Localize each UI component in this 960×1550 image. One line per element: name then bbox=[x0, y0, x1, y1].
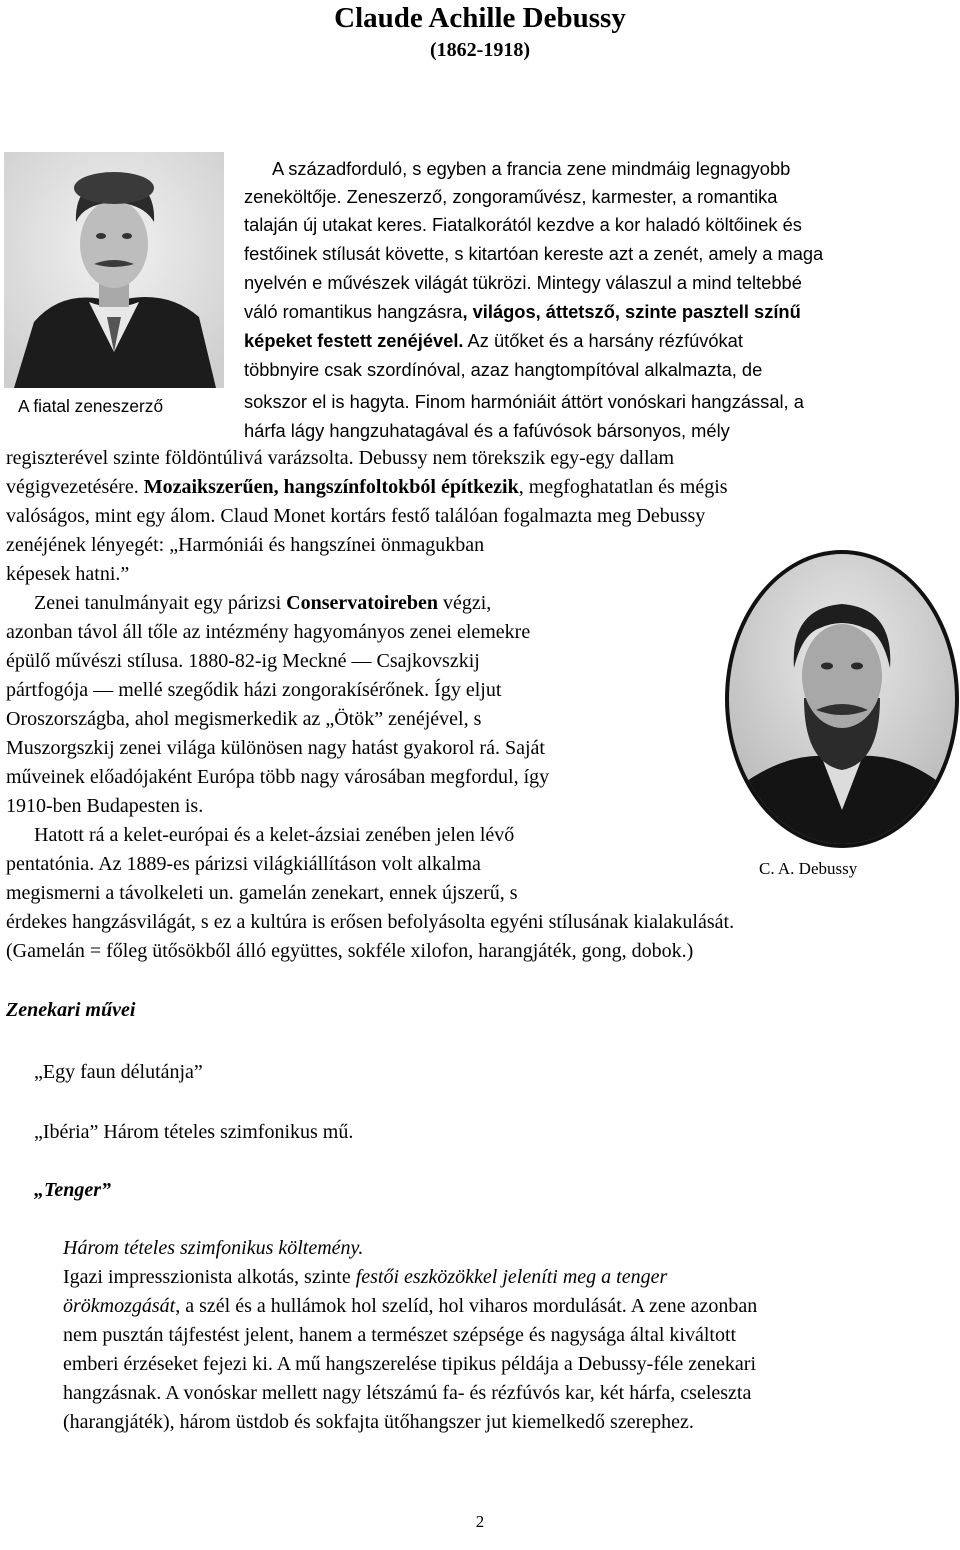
text-line: sokszor el is hagyta. Finom harmóniáit áttört vonóskari hangzással, a bbox=[244, 391, 804, 412]
text-line bbox=[244, 297, 801, 326]
page-number: 2 bbox=[475, 1512, 485, 1531]
work-title: „Tenger” bbox=[34, 1179, 112, 1201]
text-line bbox=[34, 589, 491, 618]
text-span: , megfoghatatlan és mégis bbox=[518, 476, 728, 498]
text-line: többnyire csak szordínóval, azaz hangtompítóval alkalmazta, de bbox=[244, 359, 763, 380]
text-line bbox=[244, 326, 743, 355]
text-line: festőinek stílusát követte, s kitartóan kereste azt a zenét, amely a maga bbox=[244, 243, 824, 264]
text-line: Muszorgszkij zenei világa különösen nagy hatást gyakorol rá. Saját bbox=[6, 737, 545, 759]
bold-text: , világos, áttetsző, szinte pasztell színű bbox=[462, 301, 801, 322]
text-line: zeneköltője. Zeneszerző, zongoraművész, karmester, a romantika bbox=[244, 186, 778, 207]
text-line: érdekes hangzásvilágát, s ez a kultúra is erősen befolyásolta egyéni stílusának kialakulását. bbox=[6, 911, 735, 933]
heading-text: Zenekari művei bbox=[6, 999, 136, 1021]
text-line bbox=[6, 473, 728, 502]
text-line: nyelvén e művészek világát tükrözi. Mintegy válaszul a mind teltebbé bbox=[244, 272, 802, 293]
text-span: Zenei tanulmányait egy párizsi bbox=[34, 592, 287, 614]
debussy-oval-portrait-photo bbox=[724, 548, 960, 850]
text-line bbox=[63, 1263, 667, 1292]
work-item bbox=[34, 1176, 111, 1205]
text-line: Hatott rá a kelet-európai és a kelet-ázsiai zenében jelen lévő bbox=[34, 824, 515, 846]
text-line: talaján új utakat keres. Fiatalkorától kezdve a kor haladó költőinek és bbox=[244, 214, 802, 235]
bold-text: Mozaikszerűen, hangszínfoltokból építkezik bbox=[143, 476, 519, 498]
portrait-caption: C. A. Debussy bbox=[759, 859, 858, 878]
page-title: Claude Achille Debussy bbox=[334, 2, 626, 34]
section-heading bbox=[6, 996, 135, 1025]
work-item: „Ibéria” Három tételes szimfonikus mű. bbox=[34, 1121, 354, 1143]
page-subtitle-years: (1862-1918) bbox=[430, 39, 530, 61]
text-span: Igazi impresszionista alkotás, szinte bbox=[63, 1266, 356, 1288]
text-span: , a szél és a hullámok hol szelíd, hol viharos mordulását. A zene azonban bbox=[175, 1295, 758, 1317]
text-line: megismerni a távolkeleti un. gamelán zenekart, ennek újszerű, s bbox=[6, 882, 518, 904]
text-line: műveinek előadójaként Európa több nagy városában megfordul, így bbox=[6, 766, 550, 788]
text-span: váló romantikus hangzásra bbox=[244, 301, 463, 322]
text-line: (Gamelán = főleg ütősökből álló együttes, sokféle xilofon, harangjáték, gong, dobok.) bbox=[6, 940, 694, 962]
italic-text: Három tételes szimfonikus költemény. bbox=[63, 1237, 364, 1259]
text-line: épülő művészi stílusa. 1880-82-ig Meckné — Csajkovszkij bbox=[6, 650, 480, 672]
young-portrait-caption: A fiatal zeneszerző bbox=[18, 396, 164, 416]
text-line bbox=[63, 1292, 757, 1321]
text-line bbox=[63, 1234, 363, 1263]
text-line: 1910-ben Budapesten is. bbox=[6, 795, 204, 817]
text-line: zenéjének lényegét: „Harmóniái és hangszínei önmagukban bbox=[6, 534, 485, 556]
bold-text: Conservatoireben bbox=[286, 592, 438, 614]
text-line: Oroszországba, ahol megismerkedik az „Ötök” zenéjével, s bbox=[6, 708, 482, 730]
text-line: pártfogója — mellé szegődik házi zongorakísérőnek. Így eljut bbox=[6, 679, 502, 701]
text-line: emberi érzéseket fejezi ki. A mű hangszerelése tipikus példája a Debussy-féle zenekari bbox=[63, 1353, 757, 1375]
work-item: „Egy faun délutánja” bbox=[34, 1061, 203, 1083]
italic-text: örökmozgását bbox=[63, 1295, 176, 1317]
text-line: A századforduló, s egyben a francia zene mindmáig legnagyobb bbox=[272, 158, 791, 179]
text-line: azonban távol áll tőle az intézmény hagyományos zenei elemekre bbox=[6, 621, 531, 643]
text-line: hárfa lágy hangzuhatagával és a fafúvósok bársonyos, mély bbox=[244, 420, 730, 441]
text-span: végzi, bbox=[437, 592, 492, 614]
text-line: valóságos, mint egy álom. Claud Monet kortárs festő találóan fogalmazta meg Debussy bbox=[6, 505, 706, 527]
text-line: (harangjáték), három üstdob és sokfajta ütőhangszer jut kiemelkedő szerephez. bbox=[63, 1411, 694, 1433]
text-line: hangzásnak. A vonóskar mellett nagy létszámú fa- és rézfúvós kar, két hárfa, cseleszta bbox=[63, 1382, 752, 1404]
text-line: pentatónia. Az 1889-es párizsi világkiállításon volt alkalma bbox=[6, 853, 481, 875]
italic-text: festői eszközökkel jeleníti meg a tenger bbox=[355, 1266, 668, 1288]
text-line: regiszterével szinte földöntúlivá varázsolta. Debussy nem törekszik egy-egy dallam bbox=[6, 447, 675, 469]
text-line: képesek hatni.” bbox=[6, 563, 130, 585]
bold-text: képeket festett zenéjével. bbox=[244, 330, 464, 351]
text-span: végigvezetésére. bbox=[6, 476, 139, 498]
young-composer-portrait-photo bbox=[4, 152, 224, 388]
text-span: Az ütőket és a harsány rézfúvókat bbox=[463, 330, 743, 351]
text-line: nem pusztán tájfestést jelent, hanem a természet szépsége és nagysága által kiváltott bbox=[63, 1324, 737, 1346]
